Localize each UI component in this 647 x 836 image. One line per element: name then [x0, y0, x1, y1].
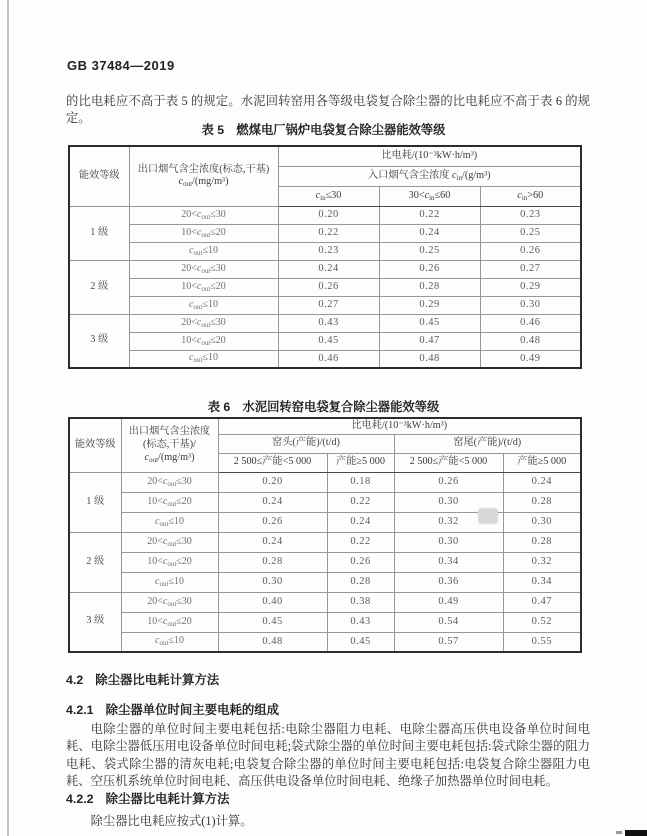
grade-cell: 3 级	[69, 592, 121, 652]
value-cell: 0.30	[394, 492, 503, 512]
value-cell: 0.34	[503, 572, 581, 592]
value-cell: 0.43	[327, 612, 394, 632]
value-cell: 0.26	[218, 512, 327, 532]
col-header-outlet-concentration: 出口烟气含尘浓度(标态,干基) $c_{out}/(mg/m^3)$	[129, 146, 278, 206]
outlet-range-cell: $c_{out}\le 10$	[121, 512, 218, 532]
table-row	[69, 242, 581, 260]
value-cell: 0.24	[218, 492, 327, 512]
value-cell: 0.22	[327, 492, 394, 512]
outlet-range-cell: $10<c_{out}\le 20$	[121, 552, 218, 572]
table5-caption: 表 5 燃煤电厂锅炉电袋复合除尘器能效等级	[201, 123, 446, 137]
outlet-range-cell: $c_{out}\le 10$	[121, 632, 218, 652]
intro-paragraph: 的比电耗应不高于表 5 的规定。水泥回转窑用各等级电袋复合除尘器的比电耗应不高于表 6 的规定。	[66, 94, 590, 125]
value-cell: 0.26	[278, 278, 379, 296]
table-row	[69, 512, 581, 532]
outlet-range-cell: $10<c_{out}\le 20$	[129, 278, 278, 296]
value-cell: 0.22	[278, 224, 379, 242]
col-header-inlet-concentration: 入口烟气含尘浓度 $c_{in}/(g/m^3)$	[278, 166, 581, 186]
section-4-2-2-paragraph: 除尘器比电耗应按式(1)计算。	[90, 814, 253, 828]
value-cell: 0.30	[480, 296, 581, 314]
value-cell: 0.27	[480, 260, 581, 278]
value-cell: 0.22	[327, 532, 394, 552]
col-header-tail-capacity-high: 产能≥5 000	[503, 453, 581, 472]
table6-caption: 表 6 水泥回转窑电袋复合除尘器能效等级	[207, 400, 440, 414]
outlet-range-cell: $10<c_{out}\le 20$	[129, 332, 278, 350]
outlet-range-cell: $20<c_{out}\le 30$	[129, 260, 278, 278]
outlet-range-cell: $20<c_{out}\le 30$	[121, 592, 218, 612]
outlet-range-cell: $10<c_{out}\le 20$	[129, 224, 278, 242]
col-header-grade: 能效等级	[69, 146, 129, 206]
table-row	[69, 206, 581, 224]
value-cell: 0.36	[394, 572, 503, 592]
value-cell: 0.28	[327, 572, 394, 592]
table-row	[69, 572, 581, 592]
outlet-range-cell: $c_{out}\le 10$	[129, 296, 278, 314]
value-cell: 0.47	[503, 592, 581, 612]
value-cell: 0.57	[394, 632, 503, 652]
value-cell: 0.54	[394, 612, 503, 632]
value-cell: 0.23	[278, 242, 379, 260]
scan-smudge-artifact	[478, 508, 498, 524]
col-header-specific-power: 比电耗/(10⁻³kW·h/m³)	[278, 146, 581, 166]
outlet-range-cell: $c_{out}\le 10$	[129, 242, 278, 260]
outlet-range-cell: $c_{out}\le 10$	[121, 572, 218, 592]
value-cell: 0.24	[327, 512, 394, 532]
value-cell: 0.48	[379, 350, 480, 368]
table-row	[69, 592, 581, 612]
value-cell: 0.24	[379, 224, 480, 242]
value-cell: 0.29	[379, 296, 480, 314]
grade-cell: 1 级	[69, 472, 121, 532]
table5-body	[69, 206, 581, 368]
grade-cell: 3 级	[69, 314, 129, 368]
value-cell: 0.46	[278, 350, 379, 368]
value-cell: 0.20	[218, 472, 327, 492]
value-cell: 0.22	[379, 206, 480, 224]
value-cell: 0.24	[278, 260, 379, 278]
table-row	[69, 492, 581, 512]
value-cell: 0.32	[503, 552, 581, 572]
table-row	[69, 296, 581, 314]
table5	[68, 145, 582, 369]
value-cell: 0.30	[218, 572, 327, 592]
value-cell: 0.23	[480, 206, 581, 224]
value-cell: 0.43	[278, 314, 379, 332]
col-header-tail-capacity-low: 2 500≤产能<5 000	[394, 453, 503, 472]
outlet-range-cell: $10<c_{out}\le 20$	[121, 492, 218, 512]
grade-cell: 2 级	[69, 532, 121, 592]
value-cell: 0.49	[394, 592, 503, 612]
table-row	[69, 472, 581, 492]
table-row	[69, 532, 581, 552]
value-cell: 0.20	[278, 206, 379, 224]
col-header-specific-power: 比电耗/(10⁻³kW·h/m³)	[218, 418, 581, 434]
value-cell: 0.32	[394, 512, 503, 532]
value-cell: 0.30	[503, 512, 581, 532]
value-cell: 0.38	[327, 592, 394, 612]
scan-speck-artifact	[616, 831, 622, 834]
outlet-range-cell: $20<c_{out}\le 30$	[121, 472, 218, 492]
value-cell: 0.24	[218, 532, 327, 552]
value-cell: 0.26	[394, 472, 503, 492]
outlet-range-cell: $20<c_{out}\le 30$	[129, 206, 278, 224]
value-cell: 0.40	[218, 592, 327, 612]
value-cell: 0.46	[480, 314, 581, 332]
col-header-cin-30to60: $30<c_{in}\le 60$	[379, 186, 480, 206]
value-cell: 0.26	[379, 260, 480, 278]
value-cell: 0.34	[394, 552, 503, 572]
value-cell: 0.30	[394, 532, 503, 552]
table-row	[69, 278, 581, 296]
value-cell: 0.25	[379, 242, 480, 260]
table-row	[69, 224, 581, 242]
value-cell: 0.48	[218, 632, 327, 652]
col-header-kiln-tail: 窑尾(产能)/(t/d)	[394, 434, 581, 453]
value-cell: 0.48	[480, 332, 581, 350]
table-row	[69, 314, 581, 332]
outlet-range-cell: $10<c_{out}\le 20$	[121, 612, 218, 632]
value-cell: 0.52	[503, 612, 581, 632]
section-4-2-2-heading: 4.2.2 除尘器比电耗计算方法	[66, 792, 230, 806]
col-header-outlet-concentration: 出口烟气含尘浓度 (标态,干基)/ $c_{out}/(mg/m^3)$	[121, 418, 218, 472]
outlet-range-cell: $20<c_{out}\le 30$	[129, 314, 278, 332]
value-cell: 0.28	[218, 552, 327, 572]
col-header-head-capacity-high: 产能≥5 000	[327, 453, 394, 472]
value-cell: 0.25	[480, 224, 581, 242]
table-row	[69, 350, 581, 368]
section-4-2-1-heading: 4.2.1 除尘器单位时间主要电耗的组成	[66, 703, 280, 717]
outlet-range-cell: $c_{out}\le 10$	[129, 350, 278, 368]
col-header-cin-le30: $c_{in}\le 30$	[278, 186, 379, 206]
value-cell: 0.28	[379, 278, 480, 296]
table-row	[69, 260, 581, 278]
value-cell: 0.45	[278, 332, 379, 350]
value-cell: 0.18	[327, 472, 394, 492]
table-row	[69, 552, 581, 572]
table6-header	[69, 418, 581, 472]
grade-cell: 2 级	[69, 260, 129, 314]
table6-body	[69, 472, 581, 652]
table-row	[69, 632, 581, 652]
grade-cell: 1 级	[69, 206, 129, 260]
col-header-kiln-head: 窑头(产能)/(t/d)	[218, 434, 394, 453]
value-cell: 0.45	[379, 314, 480, 332]
value-cell: 0.24	[503, 472, 581, 492]
table-row	[69, 612, 581, 632]
section-4-2-heading: 4.2 除尘器比电耗计算方法	[66, 673, 220, 687]
value-cell: 0.45	[218, 612, 327, 632]
section-4-2-1-paragraph: 电除尘器的单位时间主要电耗包括:电除尘器阻力电耗、电除尘器高压供电设备单位时间电耗、电除尘器低压用电设备单位时间电耗;袋式除尘器的单位时间主要电耗包括:袋式除尘器的阻力电耗、袋式除尘器的清灰电耗;电袋复合除尘器的单位时间主要电耗包括:电袋复合除尘器阻力电耗、空压机系统单位时间电耗、高压供电设备单位时间电耗、绝缘子加热器单位时间电耗。	[66, 722, 590, 788]
table-row	[69, 332, 581, 350]
value-cell: 0.47	[379, 332, 480, 350]
value-cell: 0.49	[480, 350, 581, 368]
doc-number: GB 37484—2019	[67, 58, 175, 73]
col-header-cin-gt60: $c_{in}>60$	[480, 186, 581, 206]
table5-header	[69, 146, 581, 206]
value-cell: 0.45	[327, 632, 394, 652]
outlet-range-cell: $20<c_{out}\le 30$	[121, 532, 218, 552]
value-cell: 0.29	[480, 278, 581, 296]
value-cell: 0.26	[327, 552, 394, 572]
scan-black-mark	[625, 830, 647, 836]
col-header-head-capacity-low: 2 500≤产能<5 000	[218, 453, 327, 472]
col-header-grade: 能效等级	[69, 418, 121, 472]
value-cell: 0.26	[480, 242, 581, 260]
value-cell: 0.28	[503, 492, 581, 512]
value-cell: 0.27	[278, 296, 379, 314]
value-cell: 0.28	[503, 532, 581, 552]
value-cell: 0.55	[503, 632, 581, 652]
table6	[68, 417, 582, 653]
